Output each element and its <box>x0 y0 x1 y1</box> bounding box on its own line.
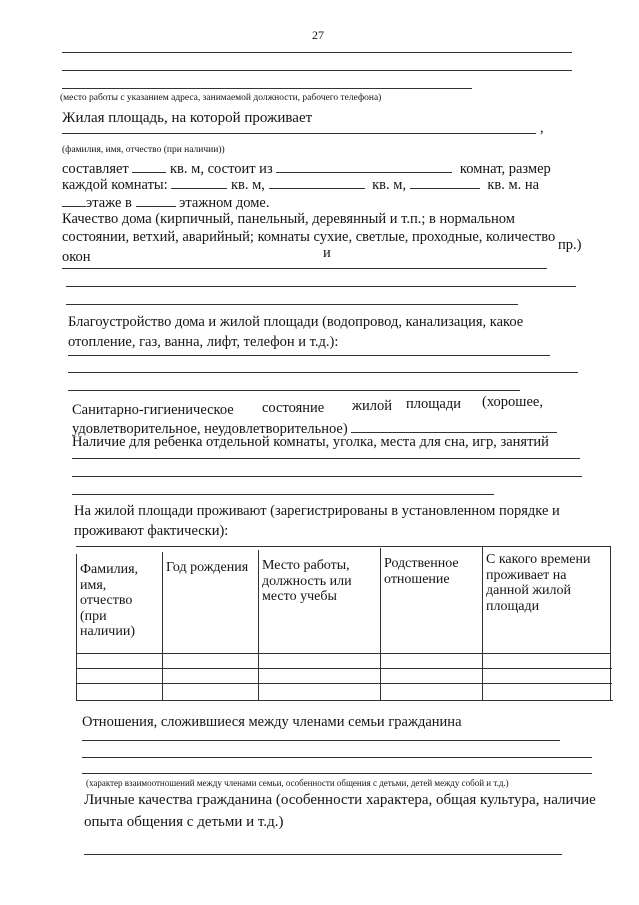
blank-field[interactable] <box>62 194 86 207</box>
text: удовлетворительное, неудовлетворительное) <box>72 421 348 437</box>
blank-line[interactable] <box>84 854 562 855</box>
blank-field[interactable] <box>132 160 166 173</box>
text: каждой комнаты: <box>62 177 168 193</box>
quality-line-1: Качество дома (кирпичный, панельный, деревянный и т.п.; в нормальном <box>62 211 515 227</box>
blank-line[interactable] <box>82 740 560 741</box>
sanitary-word-2: состояние <box>262 400 325 416</box>
rooms-line-3 <box>62 194 270 211</box>
sanitary-word-5: (хорошее, <box>482 394 543 410</box>
blank-line[interactable] <box>82 757 592 758</box>
text: кв. м. на <box>487 177 540 193</box>
blank-field[interactable] <box>136 194 176 207</box>
blank-field[interactable] <box>351 420 557 433</box>
relations-label: Отношения, сложившиеся между членами семьи гражданина <box>82 714 462 730</box>
blank-line[interactable] <box>62 52 572 53</box>
page-number: 27 <box>312 28 324 42</box>
table-border <box>76 700 613 701</box>
blank-line[interactable] <box>68 355 550 356</box>
table-header-since: С какого времени проживает на данной жилой площади <box>486 552 591 614</box>
caption-name: (фамилия, имя, отчество (при наличии)) <box>62 145 225 155</box>
blank-line[interactable] <box>62 70 572 71</box>
table-row[interactable] <box>77 684 610 700</box>
comma: , <box>540 120 544 136</box>
text: этаже в <box>86 195 132 211</box>
blank-field[interactable] <box>410 176 480 189</box>
sanitary-word-1: Санитарно-гигиеническое <box>72 402 234 418</box>
residents-line-2: проживают фактически): <box>74 523 229 539</box>
quality-line-2: состоянии, ветхий, аварийный; комнаты сухие, светлые, проходные, количество <box>62 229 556 245</box>
text: кв. м, <box>230 177 265 193</box>
blank-line[interactable] <box>62 88 472 89</box>
blank-line[interactable] <box>66 286 576 287</box>
text: кв. м, состоит из <box>170 161 273 177</box>
table-header-work: Место работы, должность или место учебы <box>262 558 352 604</box>
sanitary-word-4: площади <box>406 396 461 412</box>
caption-relations: (характер взаимоотношений между членами семьи, особенности общения с детьми, детей между собой и т.д.) <box>86 778 509 788</box>
blank-line[interactable] <box>72 494 494 495</box>
blank-line[interactable] <box>68 390 520 391</box>
table-header-birth-year: Год рождения <box>166 560 249 575</box>
blank-line[interactable] <box>68 372 578 373</box>
amenities-line-2: отопление, газ, ванна, лифт, телефон и т.д.): <box>68 334 339 350</box>
personal-line-1: Личные качества гражданина (особенности характера, общая культура, наличие <box>84 792 596 808</box>
caption-work: (место работы с указанием адреса, занимаемой должности, рабочего телефона) <box>60 93 382 103</box>
blank-line[interactable] <box>72 458 580 459</box>
blank-field[interactable] <box>269 176 365 189</box>
table-header-name: Фамилия, имя, отчество (при наличии) <box>80 562 139 639</box>
personal-line-2: опыта общения с детьми и т.д.) <box>84 814 284 830</box>
living-space-label: Жилая площадь, на которой проживает <box>62 110 313 126</box>
text: составляет <box>62 161 129 177</box>
text: комнат, размер <box>459 161 551 177</box>
amenities-line-1: Благоустройство дома и жилой площади (водопровод, канализация, какое <box>68 314 524 330</box>
blank-line[interactable] <box>66 304 518 305</box>
blank-field[interactable] <box>276 160 452 173</box>
blank-field[interactable] <box>171 176 227 189</box>
child-room-label: Наличие для ребенка отдельной комнаты, уголка, места для сна, игр, занятий <box>72 434 549 450</box>
quality-line-3b: и <box>323 245 331 261</box>
table-row[interactable] <box>77 669 610 683</box>
blank-line[interactable] <box>62 268 547 269</box>
rooms-line-2 <box>62 176 539 193</box>
table-row[interactable] <box>77 654 610 668</box>
rooms-line-1 <box>62 160 551 177</box>
table-header-relation: Родственное отношение <box>384 556 459 587</box>
text: кв. м, <box>372 177 407 193</box>
blank-line[interactable] <box>62 133 536 134</box>
residents-line-1: На жилой площади проживают (зарегистрированы в установленном порядке и <box>74 503 560 519</box>
sanitary-word-3: жилой <box>352 398 393 414</box>
table-border <box>610 546 611 700</box>
quality-line-3c: пр.) <box>558 237 582 253</box>
quality-line-3a: окон <box>62 249 91 265</box>
table-border <box>76 546 610 547</box>
text: этажном доме. <box>179 195 270 211</box>
blank-line[interactable] <box>82 773 592 774</box>
blank-line[interactable] <box>72 476 582 477</box>
